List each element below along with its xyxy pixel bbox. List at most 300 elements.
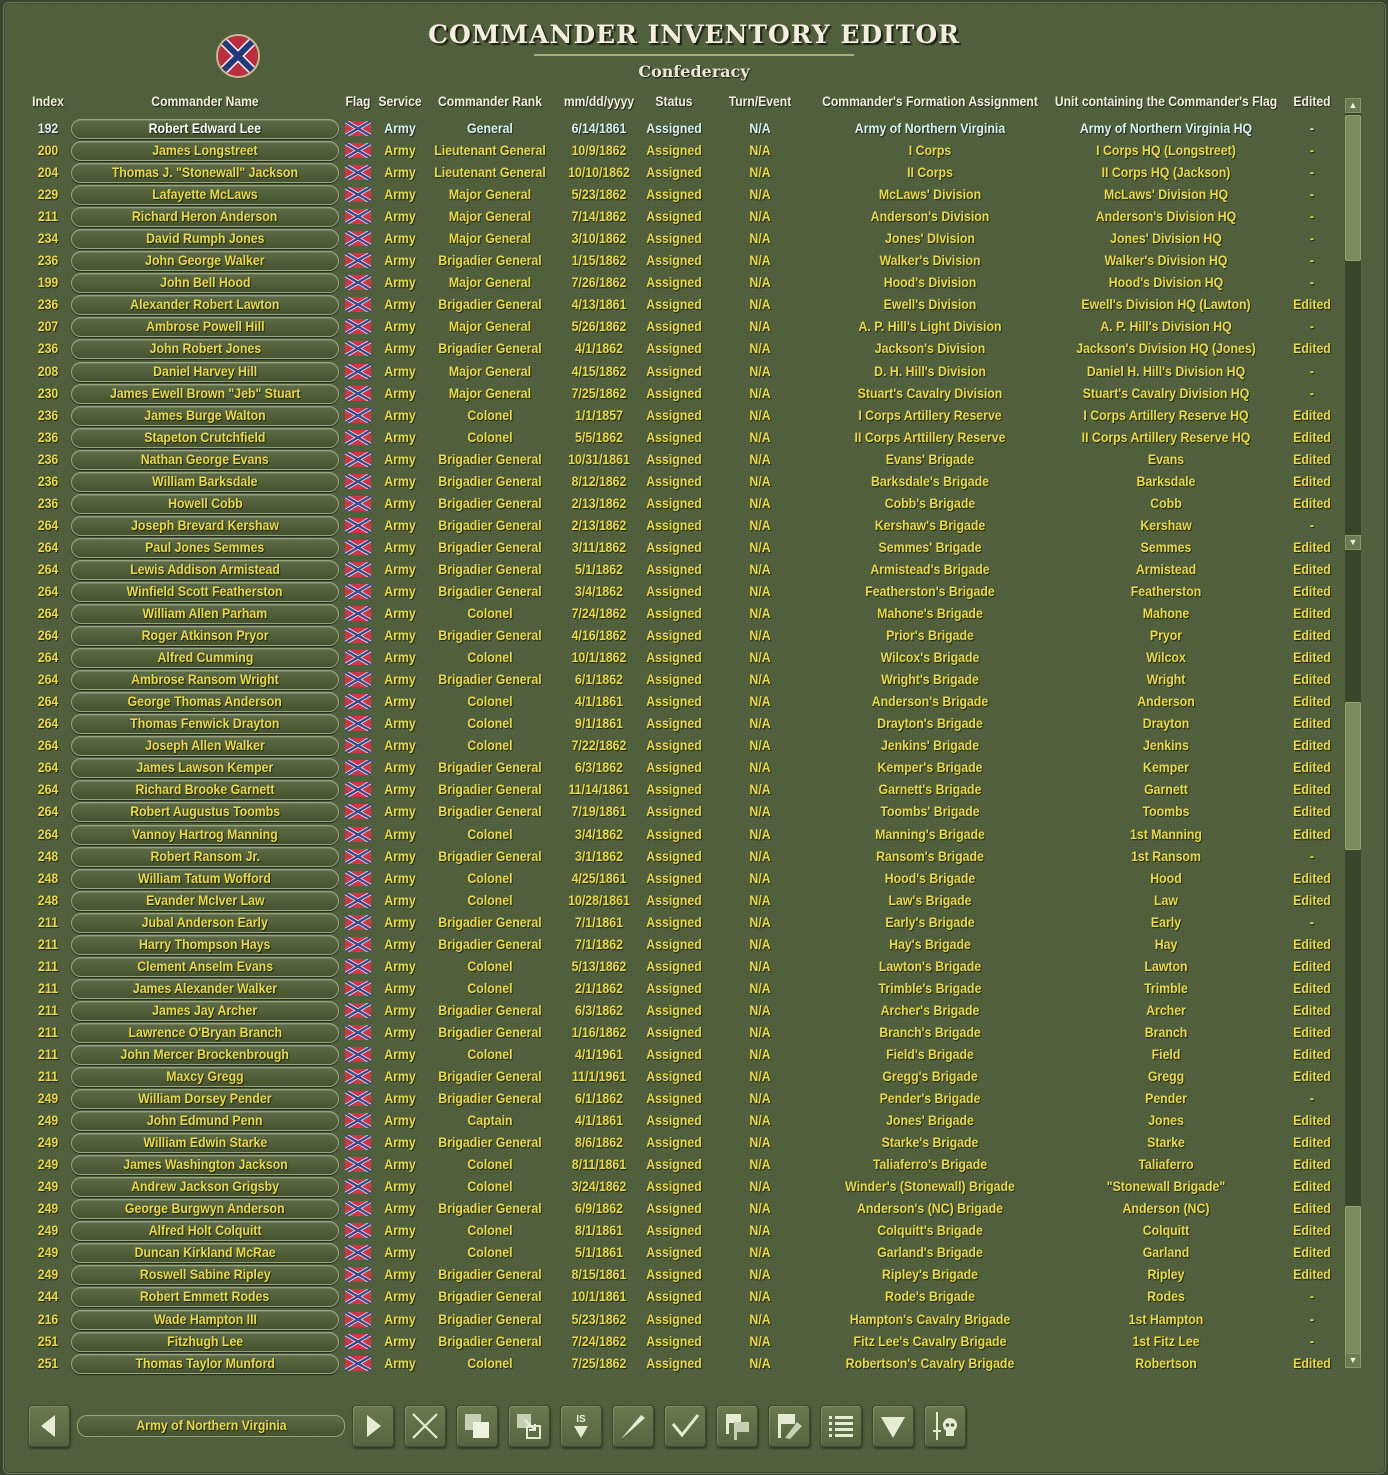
table-row[interactable] <box>0 1198 1340 1220</box>
table-row[interactable] <box>0 1242 1340 1264</box>
confederate-flag-icon[interactable] <box>345 827 371 842</box>
table-row[interactable] <box>0 1044 1340 1066</box>
table-row[interactable] <box>0 691 1340 713</box>
prev-army-button[interactable] <box>28 1405 70 1447</box>
confederate-flag-icon[interactable] <box>345 672 371 687</box>
copy-button[interactable] <box>456 1405 498 1447</box>
status-cell: Assigned <box>646 406 702 423</box>
commander-name-button[interactable]: Alfred Holt Colquitt <box>71 1221 339 1241</box>
status-cell: Assigned <box>646 428 702 445</box>
table-row[interactable] <box>0 206 1340 228</box>
confederate-flag-icon[interactable] <box>345 496 371 511</box>
rank-cell: Colonel <box>467 737 513 754</box>
commander-name-button[interactable]: Fitzhugh Lee <box>71 1332 339 1352</box>
rank-cell: Brigadier General <box>438 935 542 952</box>
confederate-flag-icon[interactable] <box>345 650 371 665</box>
commander-name-button[interactable]: Jubal Anderson Early <box>71 913 339 933</box>
table-row[interactable] <box>0 1066 1340 1088</box>
commander-name-button[interactable]: Ambrose Powell Hill <box>71 317 339 337</box>
status-cell: Assigned <box>646 1288 702 1305</box>
next-army-button[interactable] <box>352 1405 394 1447</box>
table-row[interactable] <box>0 228 1340 250</box>
delete-button[interactable] <box>404 1405 446 1447</box>
table-row[interactable] <box>0 1264 1340 1286</box>
table-row[interactable] <box>0 118 1340 140</box>
confederate-flag-icon[interactable] <box>345 1047 371 1062</box>
col-name[interactable]: Commander Name <box>151 94 259 109</box>
confederate-flag-icon[interactable] <box>345 804 371 819</box>
edit-flag-button[interactable] <box>768 1405 810 1447</box>
turn-cell: N/A <box>749 605 771 622</box>
commander-name-button[interactable]: Robert Augustus Toombs <box>71 802 339 822</box>
arrow-right-icon <box>357 1410 389 1442</box>
turn-cell: N/A <box>749 1354 771 1371</box>
status-cell: Assigned <box>646 186 702 203</box>
formation-cell: Wilcox's Brigade <box>880 649 980 666</box>
confederate-flag-icon[interactable] <box>345 1223 371 1238</box>
scroll-thumb[interactable] <box>1345 1206 1361 1356</box>
unit-cell: I Corps HQ (Longstreet) <box>1096 142 1236 159</box>
commander-name-button[interactable]: Roger Atkinson Pryor <box>71 626 339 646</box>
table-row[interactable] <box>0 956 1340 978</box>
index-cell: 216 <box>37 1310 59 1327</box>
table-row[interactable] <box>0 515 1340 537</box>
confederate-flag-icon[interactable] <box>345 165 371 180</box>
table-row[interactable] <box>0 890 1340 912</box>
commander-name-button[interactable]: Howell Cobb <box>71 494 339 514</box>
confederate-flag-icon[interactable] <box>345 959 371 974</box>
confederate-flag-icon[interactable] <box>345 253 371 268</box>
commander-name-button[interactable]: Andrew Jackson Grigsby <box>71 1177 339 1197</box>
commander-name-button[interactable]: Nathan George Evans <box>71 450 339 470</box>
table-row[interactable] <box>0 1353 1340 1375</box>
scroll-up-button[interactable]: ▲ <box>1345 98 1361 113</box>
casualty-button[interactable] <box>924 1405 966 1447</box>
unit-cell: Pryor <box>1149 627 1183 644</box>
table-row[interactable] <box>0 1331 1340 1353</box>
commander-table <box>0 118 1340 1375</box>
service-cell: Army <box>384 1288 416 1305</box>
army-selector[interactable]: Army of Northern Virginia <box>77 1415 345 1437</box>
edited-cell: - <box>1309 252 1315 269</box>
commander-name-button[interactable]: Robert Edward Lee <box>71 119 339 139</box>
edited-cell: Edited <box>1293 472 1331 489</box>
confederate-flag-icon[interactable] <box>345 430 371 445</box>
confederate-flag-icon[interactable] <box>345 915 371 930</box>
table-row[interactable] <box>0 1132 1340 1154</box>
date-cell: 7/19/1861 <box>571 803 627 820</box>
commander-name-button[interactable]: Richard Heron Anderson <box>71 207 339 227</box>
commander-name-button[interactable]: Lafayette McLaws <box>71 185 339 205</box>
commander-name-button[interactable]: William Allen Parham <box>71 604 339 624</box>
confederate-flag-icon[interactable] <box>345 408 371 423</box>
confederate-flag-icon[interactable] <box>345 1289 371 1304</box>
rank-cell: Brigadier General <box>438 1090 542 1107</box>
confederate-flag-icon[interactable] <box>345 187 371 202</box>
commander-name-button[interactable]: Clement Anselm Evans <box>71 957 339 977</box>
index-cell: 207 <box>37 318 59 335</box>
turn-cell: N/A <box>749 847 771 864</box>
is-sort-button[interactable] <box>560 1405 602 1447</box>
commander-name-button[interactable]: James Alexander Walker <box>71 979 339 999</box>
table-row[interactable] <box>0 1154 1340 1176</box>
edit-button[interactable] <box>612 1405 654 1447</box>
commander-name-button[interactable]: Stapeton Crutchfield <box>71 428 339 448</box>
table-row[interactable] <box>0 801 1340 823</box>
date-cell: 6/14/1861 <box>571 120 627 136</box>
edited-cell: Edited <box>1293 582 1331 599</box>
table-row[interactable] <box>0 140 1340 162</box>
status-cell: Assigned <box>646 142 702 159</box>
confederate-flag-icon[interactable] <box>345 209 371 224</box>
table-row[interactable] <box>0 1088 1340 1110</box>
table-row[interactable] <box>0 1286 1340 1308</box>
confederate-flag-icon[interactable] <box>345 1201 371 1216</box>
unit-cell: Garnett <box>1144 781 1188 798</box>
edited-cell: Edited <box>1293 340 1331 357</box>
date-cell: 6/3/1862 <box>575 1001 623 1018</box>
table-row[interactable] <box>0 868 1340 890</box>
confederate-flag-icon[interactable] <box>345 1312 371 1327</box>
commander-name-button[interactable]: Paul Jones Semmes <box>71 538 339 558</box>
date-cell: 2/1/1862 <box>575 979 623 996</box>
confederate-flag-icon[interactable] <box>345 562 371 577</box>
confederate-flag-icon[interactable] <box>345 694 371 709</box>
table-row[interactable] <box>0 735 1340 757</box>
rank-cell: Colonel <box>467 649 513 666</box>
table-row[interactable] <box>0 1220 1340 1242</box>
date-cell: 6/1/1862 <box>575 671 623 688</box>
service-cell: Army <box>384 120 416 136</box>
confederate-flag-icon[interactable] <box>345 143 371 158</box>
status-cell: Assigned <box>646 208 702 225</box>
confederate-flag-icon[interactable] <box>345 518 371 533</box>
formation-cell: Ransom's Brigade <box>876 847 984 864</box>
index-cell: 236 <box>37 406 59 423</box>
formation-cell: Hood's Brigade <box>884 869 976 886</box>
table-row[interactable] <box>0 361 1340 383</box>
commander-name-button[interactable]: James Longstreet <box>71 141 339 161</box>
commander-name-button[interactable]: George Thomas Anderson <box>71 692 339 712</box>
confederate-flag-icon[interactable] <box>345 782 371 797</box>
edited-cell: Edited <box>1293 1222 1331 1239</box>
confederate-flag-icon[interactable] <box>345 1356 371 1371</box>
table-row[interactable] <box>0 912 1340 934</box>
edited-cell: - <box>1309 274 1315 291</box>
commander-name-button[interactable]: Harry Thompson Hays <box>71 935 339 955</box>
accept-button[interactable] <box>664 1405 706 1447</box>
confederate-flag-icon[interactable] <box>345 606 371 621</box>
table-row[interactable] <box>0 824 1340 846</box>
confederate-flag-icon[interactable] <box>345 1069 371 1084</box>
table-row[interactable] <box>0 250 1340 272</box>
commander-name-button[interactable]: Joseph Brevard Kershaw <box>71 516 339 536</box>
commander-name-button[interactable]: John Edmund Penn <box>71 1111 339 1131</box>
commander-name-button[interactable]: Alexander Robert Lawton <box>71 295 339 315</box>
index-cell: 199 <box>37 274 59 291</box>
turn-cell: N/A <box>749 1222 771 1239</box>
turn-cell: N/A <box>749 803 771 820</box>
turn-cell: N/A <box>749 472 771 489</box>
commander-name-button[interactable]: James Lawson Kemper <box>71 758 339 778</box>
confederate-flag-icon[interactable] <box>345 584 371 599</box>
status-cell: Assigned <box>646 605 702 622</box>
table-row[interactable] <box>0 846 1340 868</box>
rank-cell: Major General <box>448 186 532 203</box>
table-row[interactable] <box>0 603 1340 625</box>
unit-cell: I Corps Artillery Reserve HQ <box>1083 406 1249 423</box>
commander-name-button[interactable]: James Ewell Brown "Jeb" Stuart <box>71 384 339 404</box>
commander-name-button[interactable]: John Bell Hood <box>71 273 339 293</box>
commander-name-button[interactable]: David Rumph Jones <box>71 229 339 249</box>
table-row[interactable] <box>0 493 1340 515</box>
table-row[interactable] <box>0 1176 1340 1198</box>
status-cell: Assigned <box>646 1001 702 1018</box>
commander-name-button[interactable]: William Barksdale <box>71 472 339 492</box>
table-row[interactable] <box>0 471 1340 493</box>
scroll-down-button[interactable]: ▼ <box>1345 535 1361 550</box>
formation-cell: Barksdale's Brigade <box>871 472 989 489</box>
edited-cell: - <box>1309 186 1315 203</box>
rank-cell: Colonel <box>467 1222 513 1239</box>
date-cell: 11/14/1861 <box>568 781 630 798</box>
scrollbar-lower[interactable] <box>1345 550 1361 1368</box>
edited-cell: Edited <box>1293 428 1331 445</box>
table-row[interactable] <box>0 625 1340 647</box>
table-row[interactable] <box>0 1000 1340 1022</box>
unit-cell: Semmes <box>1140 538 1192 555</box>
unit-cell: McLaws' Division HQ <box>1103 186 1229 203</box>
commander-name-button[interactable]: Evander McIver Law <box>71 891 339 911</box>
status-cell: Assigned <box>646 274 702 291</box>
confederate-flag-icon[interactable] <box>345 981 371 996</box>
commander-name-button[interactable]: John Mercer Brockenbrough <box>71 1045 339 1065</box>
confederate-flag-icon[interactable] <box>345 738 371 753</box>
commander-name-button[interactable]: Roswell Sabine Ripley <box>71 1265 339 1285</box>
confederate-flag-icon[interactable] <box>345 231 371 246</box>
title-divider <box>534 54 854 56</box>
commander-name-button[interactable]: Winfield Scott Featherston <box>71 582 339 602</box>
commander-name-button[interactable]: Joseph Allen Walker <box>71 736 339 756</box>
rank-cell: Colonel <box>467 1244 513 1261</box>
commander-name-button[interactable]: James Washington Jackson <box>71 1155 339 1175</box>
x-icon <box>409 1410 441 1442</box>
col-date[interactable]: mm/dd/yyyy <box>563 94 635 109</box>
confederate-flag-icon[interactable] <box>345 893 371 908</box>
status-cell: Assigned <box>646 582 702 599</box>
turn-cell: N/A <box>749 1045 771 1062</box>
commander-name-button[interactable]: William Tatum Wofford <box>71 869 339 889</box>
index-cell: 249 <box>37 1134 59 1151</box>
commander-name-button[interactable]: Daniel Harvey Hill <box>71 362 339 382</box>
commander-name-button[interactable]: Richard Brooke Garnett <box>71 780 339 800</box>
confederate-flag-icon[interactable] <box>345 1245 371 1260</box>
rank-cell: Colonel <box>467 693 513 710</box>
table-row[interactable] <box>0 405 1340 427</box>
confederate-flag-icon[interactable] <box>345 1025 371 1040</box>
commander-name-button[interactable]: John Robert Jones <box>71 339 339 359</box>
confederate-flag-icon[interactable] <box>345 275 371 290</box>
unit-cell: Law <box>1154 891 1178 908</box>
table-row[interactable] <box>0 294 1340 316</box>
table-row[interactable] <box>0 338 1340 360</box>
table-row[interactable] <box>0 581 1340 603</box>
confederate-flag-icon[interactable] <box>345 1179 371 1194</box>
commander-name-button[interactable]: Alfred Cumming <box>71 648 339 668</box>
col-flag[interactable]: Flag <box>345 94 371 109</box>
unit-cell: Kershaw <box>1140 516 1192 533</box>
unit-cell: Wilcox <box>1146 649 1186 666</box>
table-row[interactable] <box>0 669 1340 691</box>
table-row[interactable] <box>0 427 1340 449</box>
confederate-flag-icon[interactable] <box>345 540 371 555</box>
commander-name-button[interactable]: John George Walker <box>71 251 339 271</box>
unit-cell: Garland <box>1142 1244 1190 1261</box>
table-row[interactable] <box>0 978 1340 1000</box>
formation-cell: Ripley's Brigade <box>881 1266 979 1283</box>
commander-name-button[interactable]: Ambrose Ransom Wright <box>71 670 339 690</box>
commander-name-button[interactable]: Vannoy Hartrog Manning <box>71 825 339 845</box>
table-row[interactable] <box>0 559 1340 581</box>
date-cell: 3/1/1862 <box>575 847 623 864</box>
commander-name-button[interactable]: James Burge Walton <box>71 406 339 426</box>
service-cell: Army <box>384 428 416 445</box>
rank-cell: Colonel <box>467 891 513 908</box>
commander-name-button[interactable]: William Edwin Starke <box>71 1133 339 1153</box>
flags-button[interactable] <box>716 1405 758 1447</box>
confederate-flag-icon[interactable] <box>345 1091 371 1106</box>
unit-cell: A. P. Hill's Division HQ <box>1100 318 1232 335</box>
paste-button[interactable] <box>508 1405 550 1447</box>
confederate-flag-icon[interactable] <box>345 386 371 401</box>
confederate-flag-icon[interactable] <box>345 937 371 952</box>
confederate-flag-icon[interactable] <box>345 871 371 886</box>
table-row[interactable] <box>0 1309 1340 1331</box>
status-cell: Assigned <box>646 891 702 908</box>
commander-name-button[interactable]: Lawrence O'Bryan Branch <box>71 1023 339 1043</box>
commander-name-button[interactable]: Thomas Fenwick Drayton <box>71 714 339 734</box>
formation-cell: Prior's Brigade <box>886 627 974 644</box>
commander-name-button[interactable]: James Jay Archer <box>71 1001 339 1021</box>
commander-name-button[interactable]: Robert Emmett Rodes <box>71 1287 339 1307</box>
confederate-flag-icon[interactable] <box>345 628 371 643</box>
service-cell: Army <box>384 935 416 952</box>
col-status[interactable]: Status <box>655 94 693 109</box>
scrollbar-upper[interactable] <box>1345 98 1361 550</box>
confederate-flag-icon[interactable] <box>345 1334 371 1349</box>
edited-cell: Edited <box>1293 1045 1331 1062</box>
confederate-flag-icon[interactable] <box>345 297 371 312</box>
index-cell: 236 <box>37 252 59 269</box>
formation-cell: Manning's Brigade <box>875 825 985 842</box>
service-cell: Army <box>384 737 416 754</box>
service-cell: Army <box>384 1156 416 1173</box>
service-cell: Army <box>384 803 416 820</box>
rank-cell: Brigadier General <box>438 1288 542 1305</box>
formation-cell: Anderson's Brigade <box>871 693 989 710</box>
table-row[interactable] <box>0 383 1340 405</box>
unit-cell: Lawton <box>1144 957 1188 974</box>
commander-name-button[interactable]: Thomas Taylor Munford <box>71 1354 339 1374</box>
commander-name-button[interactable]: Lewis Addison Armistead <box>71 560 339 580</box>
rank-cell: Brigadier General <box>438 450 542 467</box>
rank-cell: Brigadier General <box>438 252 542 269</box>
status-cell: Assigned <box>646 649 702 666</box>
col-index[interactable]: Index <box>32 94 64 109</box>
confederate-flag-icon[interactable] <box>345 319 371 334</box>
commander-name-button[interactable]: George Burgwyn Anderson <box>71 1199 339 1219</box>
table-row[interactable] <box>0 647 1340 669</box>
is-down-icon <box>565 1410 597 1442</box>
table-row[interactable] <box>0 449 1340 471</box>
commander-name-button[interactable]: Wade Hampton III <box>71 1310 339 1330</box>
col-edited[interactable]: Edited <box>1293 94 1331 109</box>
filter-button[interactable] <box>872 1405 914 1447</box>
date-cell: 10/1/1861 <box>571 1288 627 1305</box>
confederate-flag-icon[interactable] <box>345 1135 371 1150</box>
scroll-thumb[interactable] <box>1345 702 1361 850</box>
col-turn[interactable]: Turn/Event <box>728 94 792 109</box>
edited-cell: - <box>1309 120 1315 136</box>
turn-cell: N/A <box>749 693 771 710</box>
confederate-flag-icon[interactable] <box>345 1113 371 1128</box>
table-row[interactable] <box>0 713 1340 735</box>
paste-icon <box>513 1410 545 1442</box>
table-row[interactable] <box>0 779 1340 801</box>
table-row[interactable] <box>0 1110 1340 1132</box>
status-cell: Assigned <box>646 737 702 754</box>
confederate-flag-icon[interactable] <box>345 716 371 731</box>
table-row[interactable] <box>0 272 1340 294</box>
table-row[interactable] <box>0 934 1340 956</box>
table-row[interactable] <box>0 537 1340 559</box>
col-service[interactable]: Service <box>378 94 422 109</box>
commander-name-button[interactable]: Thomas J. "Stonewall" Jackson <box>71 163 339 183</box>
table-row[interactable] <box>0 1022 1340 1044</box>
commander-name-button[interactable]: William Dorsey Pender <box>71 1089 339 1109</box>
table-row[interactable] <box>0 316 1340 338</box>
commander-name-button[interactable]: Robert Ransom Jr. <box>71 847 339 867</box>
table-row[interactable] <box>0 757 1340 779</box>
formation-cell: Hampton's Cavalry Brigade <box>849 1310 1011 1327</box>
commander-name-button[interactable]: Duncan Kirkland McRae <box>71 1243 339 1263</box>
confederate-flag-icon[interactable] <box>345 849 371 864</box>
date-cell: 5/23/1862 <box>571 1310 627 1327</box>
confederate-flag-icon[interactable] <box>345 364 371 379</box>
col-formation[interactable]: Commander's Formation Assignment <box>822 94 1038 109</box>
confederate-flag-icon[interactable] <box>345 121 371 136</box>
rank-cell: Brigadier General <box>438 1023 542 1040</box>
unit-cell: II Corps Artillery Reserve HQ <box>1081 428 1251 445</box>
confederate-flag-icon[interactable] <box>345 341 371 356</box>
confederate-flag-icon[interactable] <box>345 1267 371 1282</box>
confederate-flag-icon[interactable] <box>345 760 371 775</box>
list-button[interactable] <box>820 1405 862 1447</box>
confederate-flag-icon[interactable] <box>345 1157 371 1172</box>
date-cell: 10/28/1861 <box>568 891 630 908</box>
commander-name-button[interactable]: Maxcy Gregg <box>71 1067 339 1087</box>
confederate-flag-icon[interactable] <box>345 1003 371 1018</box>
scroll-down-button[interactable]: ▼ <box>1345 1353 1361 1368</box>
confederate-flag-icon[interactable] <box>345 474 371 489</box>
table-row[interactable] <box>0 162 1340 184</box>
turn-cell: N/A <box>749 1178 771 1195</box>
table-row[interactable] <box>0 184 1340 206</box>
col-rank[interactable]: Commander Rank <box>438 94 542 109</box>
confederate-flag-icon[interactable] <box>345 452 371 467</box>
col-unit[interactable]: Unit containing the Commander's Flag <box>1054 94 1278 109</box>
scroll-thumb[interactable] <box>1345 115 1361 261</box>
